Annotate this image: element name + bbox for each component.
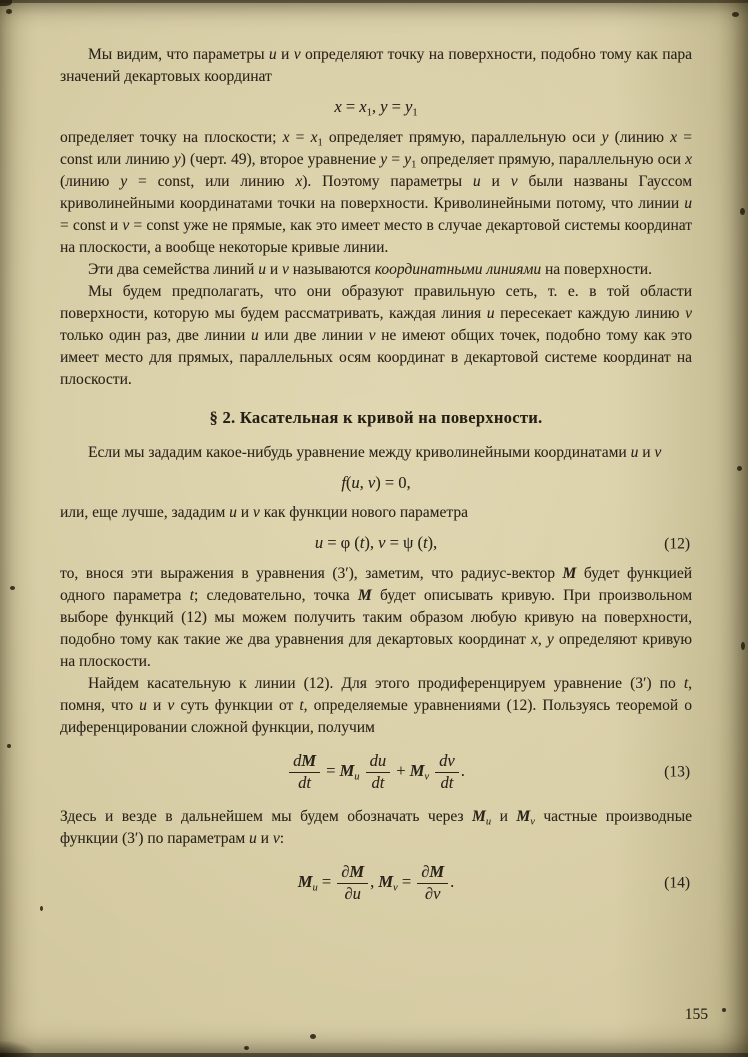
math-var: v	[252, 504, 260, 522]
math-var: x	[685, 150, 692, 168]
scan-speck	[732, 12, 739, 17]
subscripted-var	[310, 128, 323, 149]
scan-speck	[7, 744, 11, 748]
math-vector: M	[357, 586, 372, 604]
fraction-numerator: ∂M	[417, 863, 448, 884]
math-var: v	[530, 816, 535, 828]
math-var: y	[173, 150, 181, 168]
paragraph: определяет точку на плоскости; $x = x_1$ определяет прямую, параллельную оси y (линию x = const или линию y) (черт. 49), второе уравнение $y = y_1$ определяет прямую, параллельную оси x (линию y = const, или линию x). Поэтому параметры u и v были названы Гауссом криволинейными координатами точки на поверхности. Криволинейными потому, что линии u = const и v = const уже не прямые, как это имеет место в случае декартовой системы координат на плоскости, а вообще некоторые кривые линии.	[60, 128, 693, 256]
subscript	[312, 883, 317, 894]
math-var: t	[299, 696, 304, 714]
math-var: u	[258, 260, 266, 278]
scan-speck	[740, 208, 745, 215]
math-var: u	[486, 304, 495, 322]
math-var: v	[378, 533, 386, 553]
formula-body: u = φ (t), v = ψ (t),	[314, 533, 438, 553]
fraction-denominator: ∂u	[344, 883, 361, 903]
scan-speck	[6, 9, 12, 14]
fraction-denominator	[366, 773, 391, 793]
fraction-denominator: ∂v	[424, 883, 441, 903]
math-vector: M	[409, 761, 425, 781]
scan-speck	[310, 1034, 316, 1039]
formula-body: $\frac{dM}{dt}$ = $M_u$ $\frac{du}{dt}$ + $M_v$ $\frac{dv}{dt}$ .	[287, 761, 465, 780]
fraction	[289, 752, 320, 793]
subscripted-var	[472, 807, 492, 828]
page-content	[60, 44, 692, 917]
math-var: u	[229, 504, 237, 522]
math-var: x	[295, 172, 303, 190]
math-vector: M	[562, 564, 577, 582]
math-vector: M	[472, 807, 486, 825]
math-var: t	[359, 533, 365, 553]
math-var: координатными линиями	[374, 260, 542, 278]
fraction	[366, 752, 391, 793]
math-var: x	[359, 97, 367, 116]
math-var: v	[368, 326, 376, 344]
fraction	[417, 863, 448, 904]
math-var: y	[601, 128, 609, 146]
section-heading: § 2. Касательная к кривой на поверхности.	[209, 407, 543, 427]
display-formula	[60, 863, 692, 904]
fraction-denominator	[289, 773, 320, 793]
subscript: 1	[366, 107, 372, 119]
display-formula	[60, 752, 692, 793]
math-vector: M	[516, 807, 531, 825]
subscripted-var	[378, 872, 398, 894]
formula-body: f(u, v) = 0,	[341, 472, 411, 492]
paragraph: Мы видим, что параметры u и v определяют точку на поверхности, подобно тому как пара значений декартовых координат	[60, 46, 692, 85]
math-var: u	[314, 533, 324, 553]
math-var: v	[167, 696, 175, 714]
math-var: v	[654, 443, 662, 461]
fraction	[435, 752, 459, 793]
subscript	[530, 816, 535, 827]
math-var: du	[369, 750, 387, 770]
math-var: y	[546, 630, 554, 648]
math-vector: M	[297, 872, 313, 892]
scan-speck	[10, 586, 15, 590]
scan-speck	[244, 1046, 249, 1050]
math-var: u	[630, 443, 639, 461]
fraction-denominator	[435, 773, 459, 793]
scan-speck	[737, 466, 742, 471]
subscript	[424, 772, 429, 783]
math-var: u	[312, 882, 318, 894]
equation-number: (12)	[664, 534, 690, 552]
subscripted-var	[297, 872, 318, 894]
math-var: y	[404, 150, 412, 168]
math-vector: M	[301, 750, 317, 770]
math-var: v	[393, 882, 398, 894]
paragraph: Найдем касательную к линии (12). Для этого продиференцируем уравнение (3′) по t, помня, что u и v суть функции от t, определяемые уравнениями (12). Пользуясь теоремой о диференцировании сложной функции, получим	[60, 674, 692, 736]
math-var: v	[367, 472, 376, 492]
math-var: y	[120, 172, 128, 190]
subscript: 1	[412, 107, 418, 119]
formula-body: $M_u$ = $\frac{\partial M}{\partial u}$ , $M_v$ = $\frac{\partial M}{\partial v}$ .	[297, 861, 455, 903]
scan-speck	[0, 0, 12, 6]
equation-number: (13)	[664, 763, 690, 781]
subscripted-var	[359, 97, 372, 119]
paragraph: Здесь и везде в дальнейшем мы будем обозначать через $M_u$ и $M_v$ частные производные функции (3′) по параметрам u и v:	[60, 807, 692, 847]
paragraph: или, еще лучше, зададим u и v как функции нового параметра	[60, 504, 468, 522]
math-var: dt	[298, 772, 311, 792]
paragraph: то, внося эти выражения в уравнения (3′), заметим, что радиус-вектор M будет функцией одного параметра t; следовательно, точка M будет описывать кривую. При произвольном выборе функций (12) мы можем получить таким образом любую кривую на поверхности, подобно тому как такие же два уравнения для декартовых координат x, y определяют кривую на плоскости.	[60, 564, 692, 670]
math-var: x	[530, 630, 538, 648]
math-var: y	[380, 150, 388, 168]
formula-body: $x = x_1$, $y = y_1$	[334, 97, 418, 119]
fraction-numerator	[435, 752, 459, 773]
scan-corner-shadow	[0, 1041, 34, 1057]
subscript	[486, 816, 491, 827]
math-var: y	[380, 97, 388, 116]
scan-speck	[40, 906, 43, 911]
scan-speck	[722, 1008, 726, 1012]
fraction-numerator	[366, 752, 391, 773]
math-var: x	[670, 128, 678, 146]
math-var: u	[684, 194, 692, 212]
math-var: u	[472, 172, 481, 190]
math-var: t	[189, 586, 194, 604]
subscripted-var	[405, 97, 418, 119]
scan-speck	[741, 642, 745, 650]
fraction	[337, 863, 368, 904]
subscripted-var	[404, 150, 417, 171]
math-var: v	[272, 829, 280, 847]
math-var: u	[485, 816, 492, 828]
math-vector: M	[339, 761, 355, 781]
math-var: dt	[371, 772, 385, 792]
math-var: u	[139, 696, 147, 714]
fraction-numerator	[289, 752, 320, 773]
math-var: u	[268, 46, 277, 63]
math-var: t	[422, 533, 428, 553]
math-var: d	[293, 750, 302, 770]
equation-number: (14)	[664, 874, 690, 892]
math-vector: M	[429, 861, 445, 881]
math-var: u	[354, 771, 360, 783]
subscript	[393, 883, 398, 894]
math-var: x	[282, 128, 290, 146]
math-vector: M	[349, 861, 365, 881]
math-var: f	[341, 472, 346, 492]
fraction-numerator: ∂M	[337, 863, 368, 884]
paragraph: Мы будем предполагать, что они образуют правильную сеть, т. е. в той области поверхности, которую мы будем рассматривать, каждая линия u пересекает каждую линию v только один раз, две линии u или две линии v не имеют общих точек, подобно тому как это имеет место для прямых, параллельных осям координат в декартовой системе координат на плоскости.	[60, 282, 693, 388]
math-vector: M	[378, 872, 394, 892]
subscripted-var	[516, 807, 535, 828]
math-var: t	[683, 674, 689, 692]
math-var: y	[405, 97, 413, 116]
math-var: v	[424, 771, 430, 783]
math-var: x	[310, 128, 318, 146]
math-var: v	[510, 172, 518, 190]
math-var: v	[433, 883, 441, 903]
math-var: v	[685, 304, 692, 322]
paragraph: Эти два семейства линий u и v называются координатными линиями на поверхности.	[88, 260, 652, 278]
scan-edge-top	[0, 0, 748, 3]
math-var: u	[352, 883, 361, 903]
math-var: u	[250, 326, 259, 344]
scan-edge-bottom	[0, 1053, 748, 1057]
subscripted-var	[409, 761, 430, 783]
display-formula	[60, 97, 692, 118]
page-number: 155	[684, 1006, 708, 1023]
paragraph: Если мы зададим какое-нибудь уравнение между криволинейными координатами u и v	[88, 443, 662, 461]
math-var: dt	[440, 772, 454, 792]
math-var: u	[249, 829, 257, 847]
subscripted-var	[339, 761, 360, 783]
math-var: u	[351, 472, 360, 492]
display-formula	[60, 473, 692, 494]
math-var: v	[281, 260, 289, 278]
math-var: x	[334, 97, 342, 116]
math-var: v	[293, 46, 301, 63]
subscript: 1	[317, 137, 323, 149]
display-formula	[60, 533, 692, 554]
subscript: 1	[411, 159, 417, 171]
math-var: v	[122, 216, 130, 234]
subscript	[354, 772, 359, 783]
math-var: dv	[439, 750, 455, 770]
